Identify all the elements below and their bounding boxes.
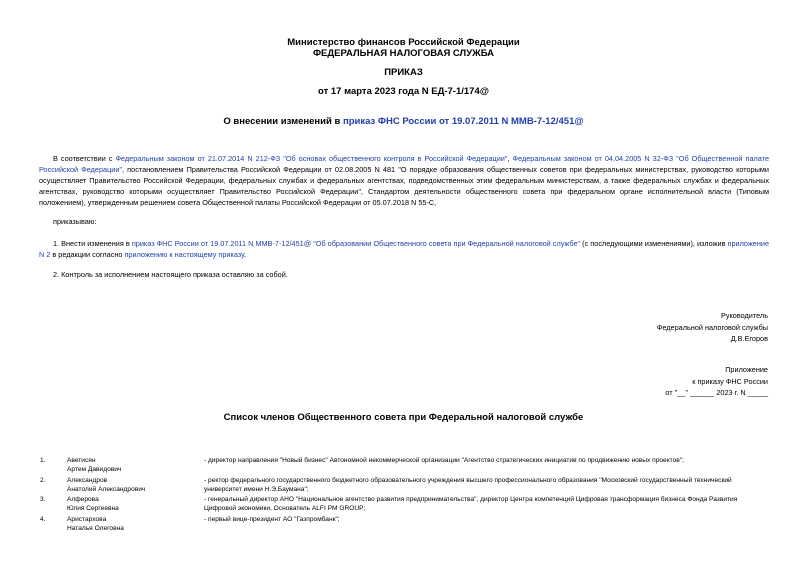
signature-block bbox=[657, 310, 768, 345]
member-description: - ректор федерального государственного бюджетного образовательного учреждения высшего профессионального образования "Московский государственный технический университет имени Н.Э.Баумана"; bbox=[204, 477, 732, 493]
signature-org: Федеральной налоговой службы bbox=[656, 322, 768, 332]
basis-text-2: , bbox=[507, 154, 513, 163]
member-name: Александров Анатолий Александрович bbox=[67, 477, 146, 493]
doc-type-heading: ПРИКАЗ bbox=[384, 67, 423, 78]
item1-link-appendix2[interactable]: приложение N 2 bbox=[39, 239, 770, 259]
service-heading: ФЕДЕРАЛЬНАЯ НАЛОГОВАЯ СЛУЖБА bbox=[312, 48, 495, 59]
paragraph-item-1 bbox=[39, 238, 769, 260]
member-name: Аветисян Артем Давидович bbox=[67, 457, 122, 473]
basis-text-1: В соответствии с bbox=[53, 154, 116, 163]
item1-text-1: 1. Внести изменения в bbox=[53, 239, 132, 248]
paragraph-item-2: 2. Контроль за исполнением настоящего приказа оставляю за собой. bbox=[53, 270, 288, 279]
signature-position: Руководитель bbox=[720, 311, 768, 320]
signature-name: Д.В.Егоров bbox=[730, 334, 768, 343]
member-number: 3. bbox=[40, 496, 46, 503]
basis-link-212fz[interactable]: Федеральным законом от 21.07.2014 N 212-ФЗ "Об основах общественного контроля в Российской Федерации" bbox=[115, 154, 508, 163]
basis-text-4: , Стандартом деятельности общественного совета при федеральном органе исполнительной власти (Типовым положением), утвержденным решением совета Общественной палаты Российской Федерации от 05.07.2018 N 55-С, bbox=[39, 187, 769, 207]
item1-text-2: (с последующими изменениями), изложив bbox=[580, 239, 728, 248]
member-list-title: Список членов Общественного совета при Федеральной налоговой службе bbox=[223, 412, 584, 423]
doc-title bbox=[0, 116, 807, 127]
member-number: 2. bbox=[40, 477, 46, 484]
doc-date-number: от 17 марта 2023 года N ЕД-7-1/174@ bbox=[318, 86, 489, 97]
basis-text-3: , постановлением Правительства Российской Федерации от 02.08.2005 N 481 "О порядке образования общественных советов при федеральных министерствах, руководство которыми осуществляет Правительство Российской Федерации, федеральных службах и федеральных агентствах, подведомственных этим федеральным министерствам, а также федеральных службах и федеральных агентствах, руководство которыми осуществляет Правительство Российской Федерации" bbox=[39, 165, 769, 196]
member-name: Аристархова Наталья Олеговна bbox=[67, 516, 124, 532]
paragraph-order: приказываю: bbox=[53, 217, 97, 226]
item1-text-3: в редакции согласно bbox=[50, 250, 125, 259]
member-name: Алферова Юлия Сергеевна bbox=[67, 496, 119, 512]
appendix-block bbox=[665, 364, 768, 399]
ministry-heading: Министерство финансов Российской Федерации bbox=[287, 37, 520, 48]
doc-title-link[interactable]: приказ ФНС России от 19.07.2011 N ММВ-7-12/451@ bbox=[342, 116, 584, 127]
paragraph-basis bbox=[39, 153, 769, 208]
member-number: 1. bbox=[40, 457, 46, 464]
member-description: - директор направления "Новый бизнес" Автономной некоммерческой организации "Агентство стратегических инициатив по продвижению новых проектов"; bbox=[204, 457, 684, 464]
member-description: - генеральный директор АНО "Национальное агентство развития предпринимательства", директор Центра компетенций Цифровая трансформация бизнеса Фонда Развития Цифровой экономики, Основатель ALFI PM GROUP; bbox=[204, 496, 738, 512]
appendix-label: Приложение bbox=[725, 365, 768, 374]
member-description: - первый вице-президент АО "Газпромбанк"; bbox=[204, 516, 340, 523]
member-number: 4. bbox=[40, 516, 46, 523]
item1-link-order[interactable]: приказ ФНС России от 19.07.2011 N ММВ-7-12/451@ "Об образовании Общественного совета при Федеральной налоговой службе" bbox=[131, 239, 581, 248]
doc-title-text: О внесении изменений в bbox=[223, 116, 343, 127]
basis-link-32fz[interactable]: Федеральным законом от 04.04.2005 N 32-ФЗ "Об Общественной палате Российской Федерации" bbox=[39, 154, 770, 174]
appendix-ref: к приказу ФНС России bbox=[692, 376, 768, 386]
item1-text-4: . bbox=[244, 250, 247, 259]
appendix-date: от "__" ______ 2023 г. N _____ bbox=[665, 388, 768, 397]
item1-link-appendix[interactable]: приложению к настоящему приказу bbox=[124, 250, 245, 259]
